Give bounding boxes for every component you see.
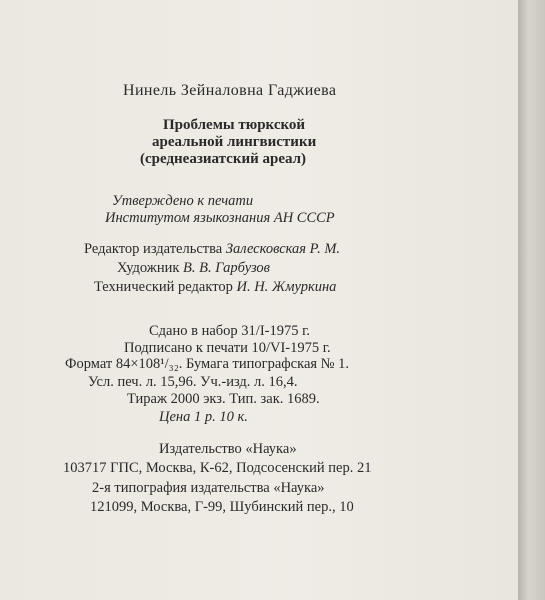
credit-role: Технический редактор: [94, 279, 233, 295]
book-title-line-3: (среднеазиатский ареал): [140, 151, 307, 167]
book-title-line-1: Проблемы тюркской: [163, 117, 306, 133]
imprint-price: Цена 1 р. 10 к.: [159, 409, 248, 425]
credit-role: Художник: [117, 260, 180, 276]
credit-person: В. В. Гарбузов: [183, 260, 270, 276]
printer-name: 2-я типография издательства «Наука»: [92, 480, 325, 496]
imprint-typeset-date: Сдано в набор 31/I-1975 г.: [149, 323, 311, 339]
imprint-sheets: Усл. печ. л. 15,96. Уч.-изд. л. 16,4.: [88, 374, 298, 390]
imprint-print-run: Тираж 2000 экз. Тип. зак. 1689.: [127, 391, 320, 407]
credit-person: Залесковская Р. М.: [225, 241, 341, 257]
imprint-format: Формат 84×108¹/₃₂. Бумага типографская № 1.: [65, 356, 350, 372]
credit-artist: [117, 260, 270, 277]
imprint-signed-date: Подписано к печати 10/VI-1975 г.: [124, 340, 331, 356]
author-name: Нинель Зейналовна Гаджиева: [123, 82, 337, 99]
approval-line-2: Институтом языкознания АН СССР: [105, 210, 335, 226]
credit-role: Редактор издательства: [84, 241, 223, 257]
printer-address: 121099, Москва, Г-99, Шубинский пер., 10: [90, 499, 354, 515]
publisher-address: 103717 ГПС, Москва, К-62, Подсосенский пер. 21: [63, 460, 372, 476]
credit-person: И. Н. Жмуркина: [236, 279, 337, 295]
publisher-name: Издательство «Наука»: [159, 441, 297, 457]
credit-editor: [84, 241, 340, 258]
book-title-line-2: ареальной лингвистики: [152, 134, 317, 150]
credit-technical-editor: [94, 279, 336, 296]
approval-line-1: Утверждено к печати: [112, 193, 254, 209]
book-spine-edge: [518, 0, 545, 600]
